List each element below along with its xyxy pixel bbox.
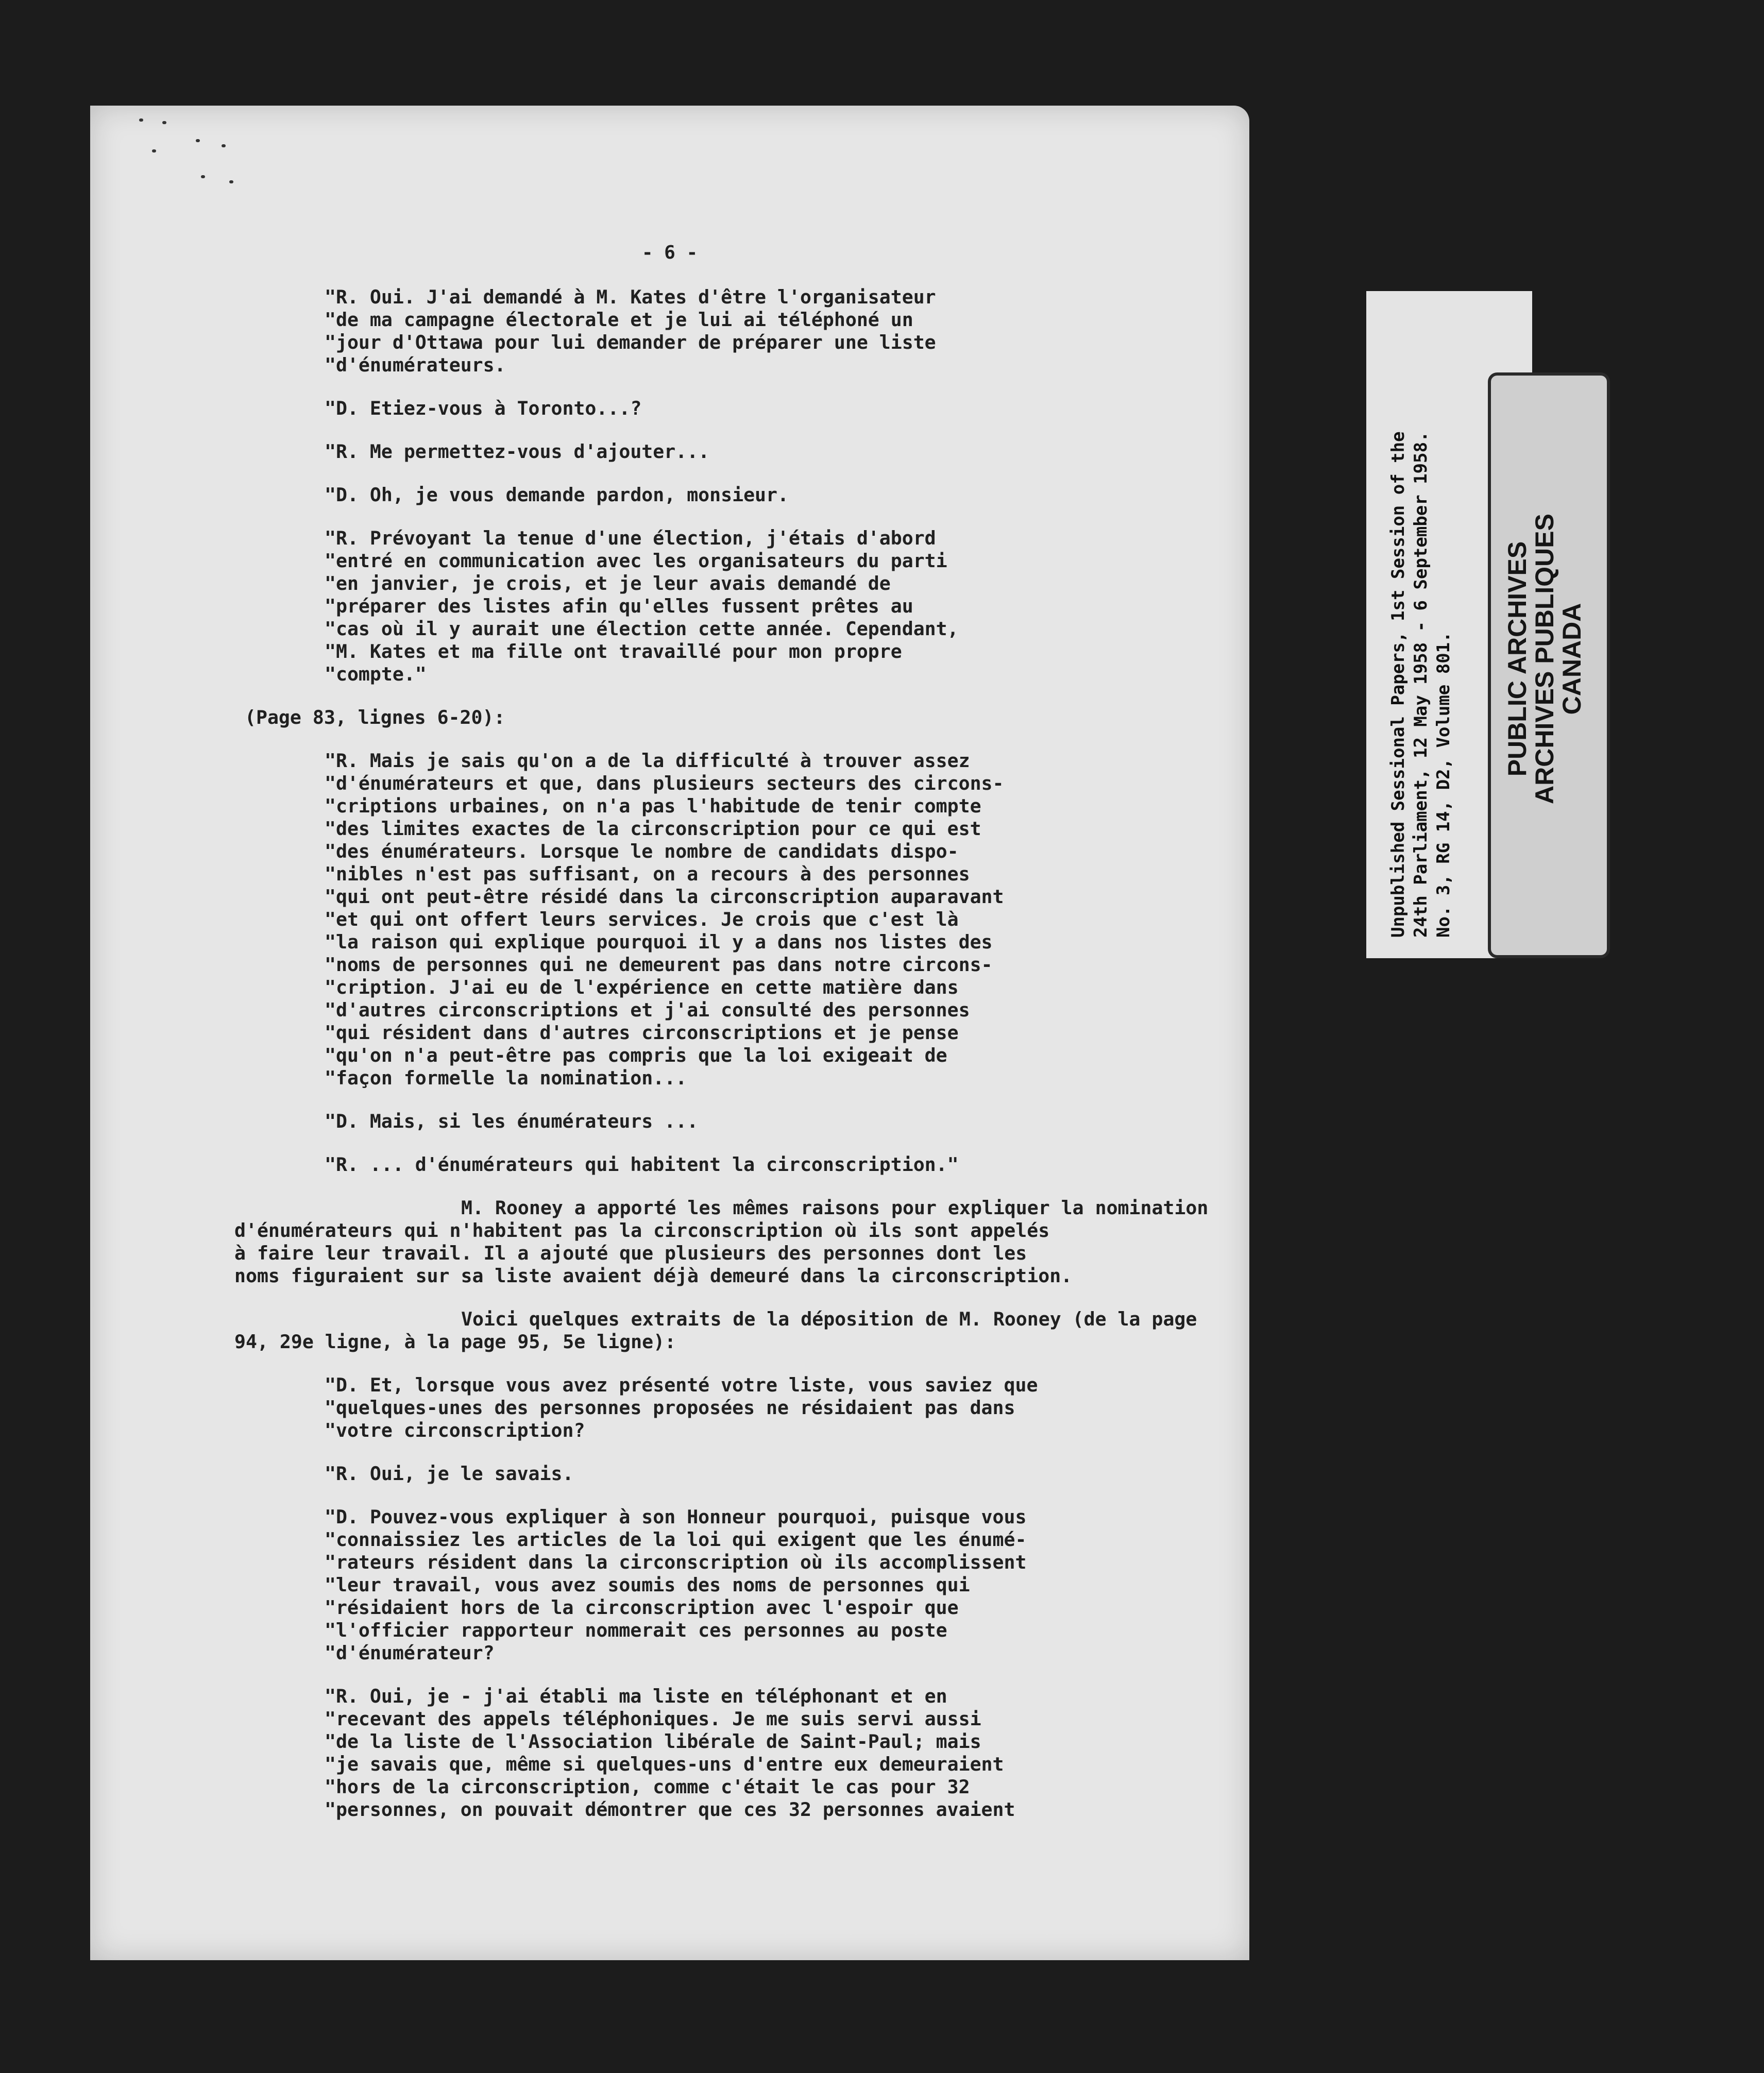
text-line: "criptions urbaines, on n'a pas l'habitude de tenir compte (325, 795, 981, 817)
stamp-line: PUBLIC ARCHIVES (1503, 541, 1532, 777)
text-line: "D. Et, lorsque vous avez présenté votre liste, vous saviez que (325, 1374, 1038, 1396)
text-line: "des limites exactes de la circonscription pour ce qui est (325, 818, 981, 840)
quoted-testimony (90, 527, 1249, 686)
text-line: "la raison qui explique pourquoi il y a dans nos listes des (325, 931, 993, 953)
text-line: "et qui ont offert leurs services. Je crois que c'est là (325, 908, 959, 930)
text-line: M. Rooney a apporté les mêmes raisons pour expliquer la nomination (461, 1197, 1209, 1219)
archive-citation (1387, 301, 1455, 938)
text-line: "façon formelle la nomination... (325, 1067, 687, 1089)
text-line: d'énumérateurs qui n'habitent pas la circonscription où ils sont appelés (234, 1219, 1050, 1242)
quoted-testimony (90, 1374, 1249, 1442)
text-line: "d'énumérateur? (325, 1642, 495, 1664)
archives-stamp (1488, 372, 1610, 958)
text-line: "je savais que, même si quelques-uns d'entre eux demeuraient (325, 1753, 1004, 1775)
page-reference-heading (90, 706, 1249, 729)
text-line: à faire leur travail. Il a ajouté que plusieurs des personnes dont les (234, 1242, 1027, 1264)
body-paragraph (90, 1308, 1249, 1353)
text-line: "R. Me permettez-vous d'ajouter... (325, 440, 710, 463)
citation-line: No. 3, RG 14, D2, Volume 801. (1433, 632, 1454, 938)
text-line: "entré en communication avec les organisateurs du parti (325, 550, 947, 572)
text-line: "connaissiez les articles de la loi qui exigent que les énumé- (325, 1528, 1027, 1551)
quoted-testimony (90, 440, 1249, 463)
text-line: "R. Mais je sais qu'on a de la difficulté à trouver assez (325, 750, 970, 772)
text-line: "d'énumérateurs. (325, 354, 506, 376)
text-line: "leur travail, vous avez soumis des noms de personnes qui (325, 1574, 970, 1596)
text-line: "rateurs résident dans la circonscription où ils accomplissent (325, 1551, 1027, 1573)
document-page (90, 106, 1249, 1960)
text-line: "de ma campagne électorale et je lui ai téléphoné un (325, 309, 913, 331)
text-line: "M. Kates et ma fille ont travaillé pour mon propre (325, 640, 902, 662)
text-line: "résidaient hors de la circonscription avec l'espoir que (325, 1596, 959, 1619)
text-line: "D. Mais, si les énumérateurs ... (325, 1110, 699, 1132)
quoted-testimony (90, 1506, 1249, 1664)
text-line: "l'officier rapporteur nommerait ces personnes au poste (325, 1619, 947, 1641)
text-line: "jour d'Ottawa pour lui demander de préparer une liste (325, 331, 936, 353)
quoted-testimony (90, 750, 1249, 1090)
text-line: "D. Etiez-vous à Toronto...? (325, 397, 642, 419)
text-line: "R. Oui, je le savais. (325, 1463, 574, 1485)
text-line: "cas où il y aurait une élection cette année. Cependant, (325, 618, 959, 640)
text-line: "R. Prévoyant la tenue d'une élection, j'étais d'abord (325, 527, 936, 549)
text-line: noms figuraient sur sa liste avaient déjà demeuré dans la circonscription. (234, 1265, 1073, 1287)
quoted-testimony (90, 1110, 1249, 1133)
quoted-testimony (90, 1153, 1249, 1176)
text-line: "R. Oui, je - j'ai établi ma liste en téléphonant et en (325, 1685, 947, 1707)
text-line: "des énumérateurs. Lorsque le nombre de candidats dispo- (325, 840, 959, 862)
text-line: "votre circonscription? (325, 1419, 585, 1441)
quoted-testimony (90, 1685, 1249, 1821)
text-line: "qui résident dans d'autres circonscriptions et je pense (325, 1022, 959, 1044)
text-line: "préparer des listes afin qu'elles fussent prêtes au (325, 595, 913, 617)
text-line: "compte." (325, 663, 427, 685)
citation-line: Unpublished Sessional Papers, 1st Session of the (1388, 431, 1409, 938)
text-line: "de la liste de l'Association libérale de Saint-Paul; mais (325, 1730, 981, 1753)
quoted-testimony (90, 1463, 1249, 1485)
text-line: "d'énumérateurs et que, dans plusieurs secteurs des circons- (325, 772, 1004, 794)
text-line: "cription. J'ai eu de l'expérience en cette matière dans (325, 976, 959, 998)
document-body (90, 286, 1249, 1842)
citation-line: 24th Parliament, 12 May 1958 - 6 September 1958. (1411, 431, 1431, 938)
text-line: "hors de la circonscription, comme c'était le cas pour 32 (325, 1776, 970, 1798)
text-line: "en janvier, je crois, et je leur avais demandé de (325, 572, 891, 594)
text-line: 94, 29e ligne, à la page 95, 5e ligne): (234, 1331, 676, 1353)
text-line: "nibles n'est pas suffisant, on a recours à des personnes (325, 863, 970, 885)
text-line: "D. Pouvez-vous expliquer à son Honneur pourquoi, puisque vous (325, 1506, 1027, 1528)
page-number: - 6 - (641, 242, 698, 263)
stamp-text (1504, 479, 1586, 839)
text-line: "d'autres circonscriptions et j'ai consulté des personnes (325, 999, 970, 1021)
punch-marks (139, 113, 242, 216)
text-line: Voici quelques extraits de la déposition de M. Rooney (de la page (461, 1308, 1197, 1330)
text-line: "R. ... d'énumérateurs qui habitent la circonscription." (325, 1153, 959, 1176)
text-line: "personnes, on pouvait démontrer que ces 32 personnes avaient (325, 1798, 1015, 1821)
text-line: "quelques-unes des personnes proposées ne résidaient pas dans (325, 1397, 1015, 1419)
text-line: "qu'on n'a peut-être pas compris que la loi exigeait de (325, 1044, 947, 1066)
text-line: (Page 83, lignes 6-20): (245, 706, 505, 728)
quoted-testimony (90, 397, 1249, 420)
body-paragraph (90, 1197, 1249, 1287)
text-line: "D. Oh, je vous demande pardon, monsieur. (325, 484, 789, 506)
text-line: "noms de personnes qui ne demeurent pas dans notre circons- (325, 954, 993, 976)
text-line: "qui ont peut-être résidé dans la circonscription auparavant (325, 886, 1004, 908)
quoted-testimony (90, 484, 1249, 506)
text-line: "R. Oui. J'ai demandé à M. Kates d'être l'organisateur (325, 286, 936, 308)
stamp-line: CANADA (1557, 603, 1586, 715)
text-line: "recevant des appels téléphoniques. Je me suis servi aussi (325, 1708, 981, 1730)
quoted-testimony (90, 286, 1249, 377)
stamp-line: ARCHIVES PUBLIQUES (1530, 514, 1559, 804)
